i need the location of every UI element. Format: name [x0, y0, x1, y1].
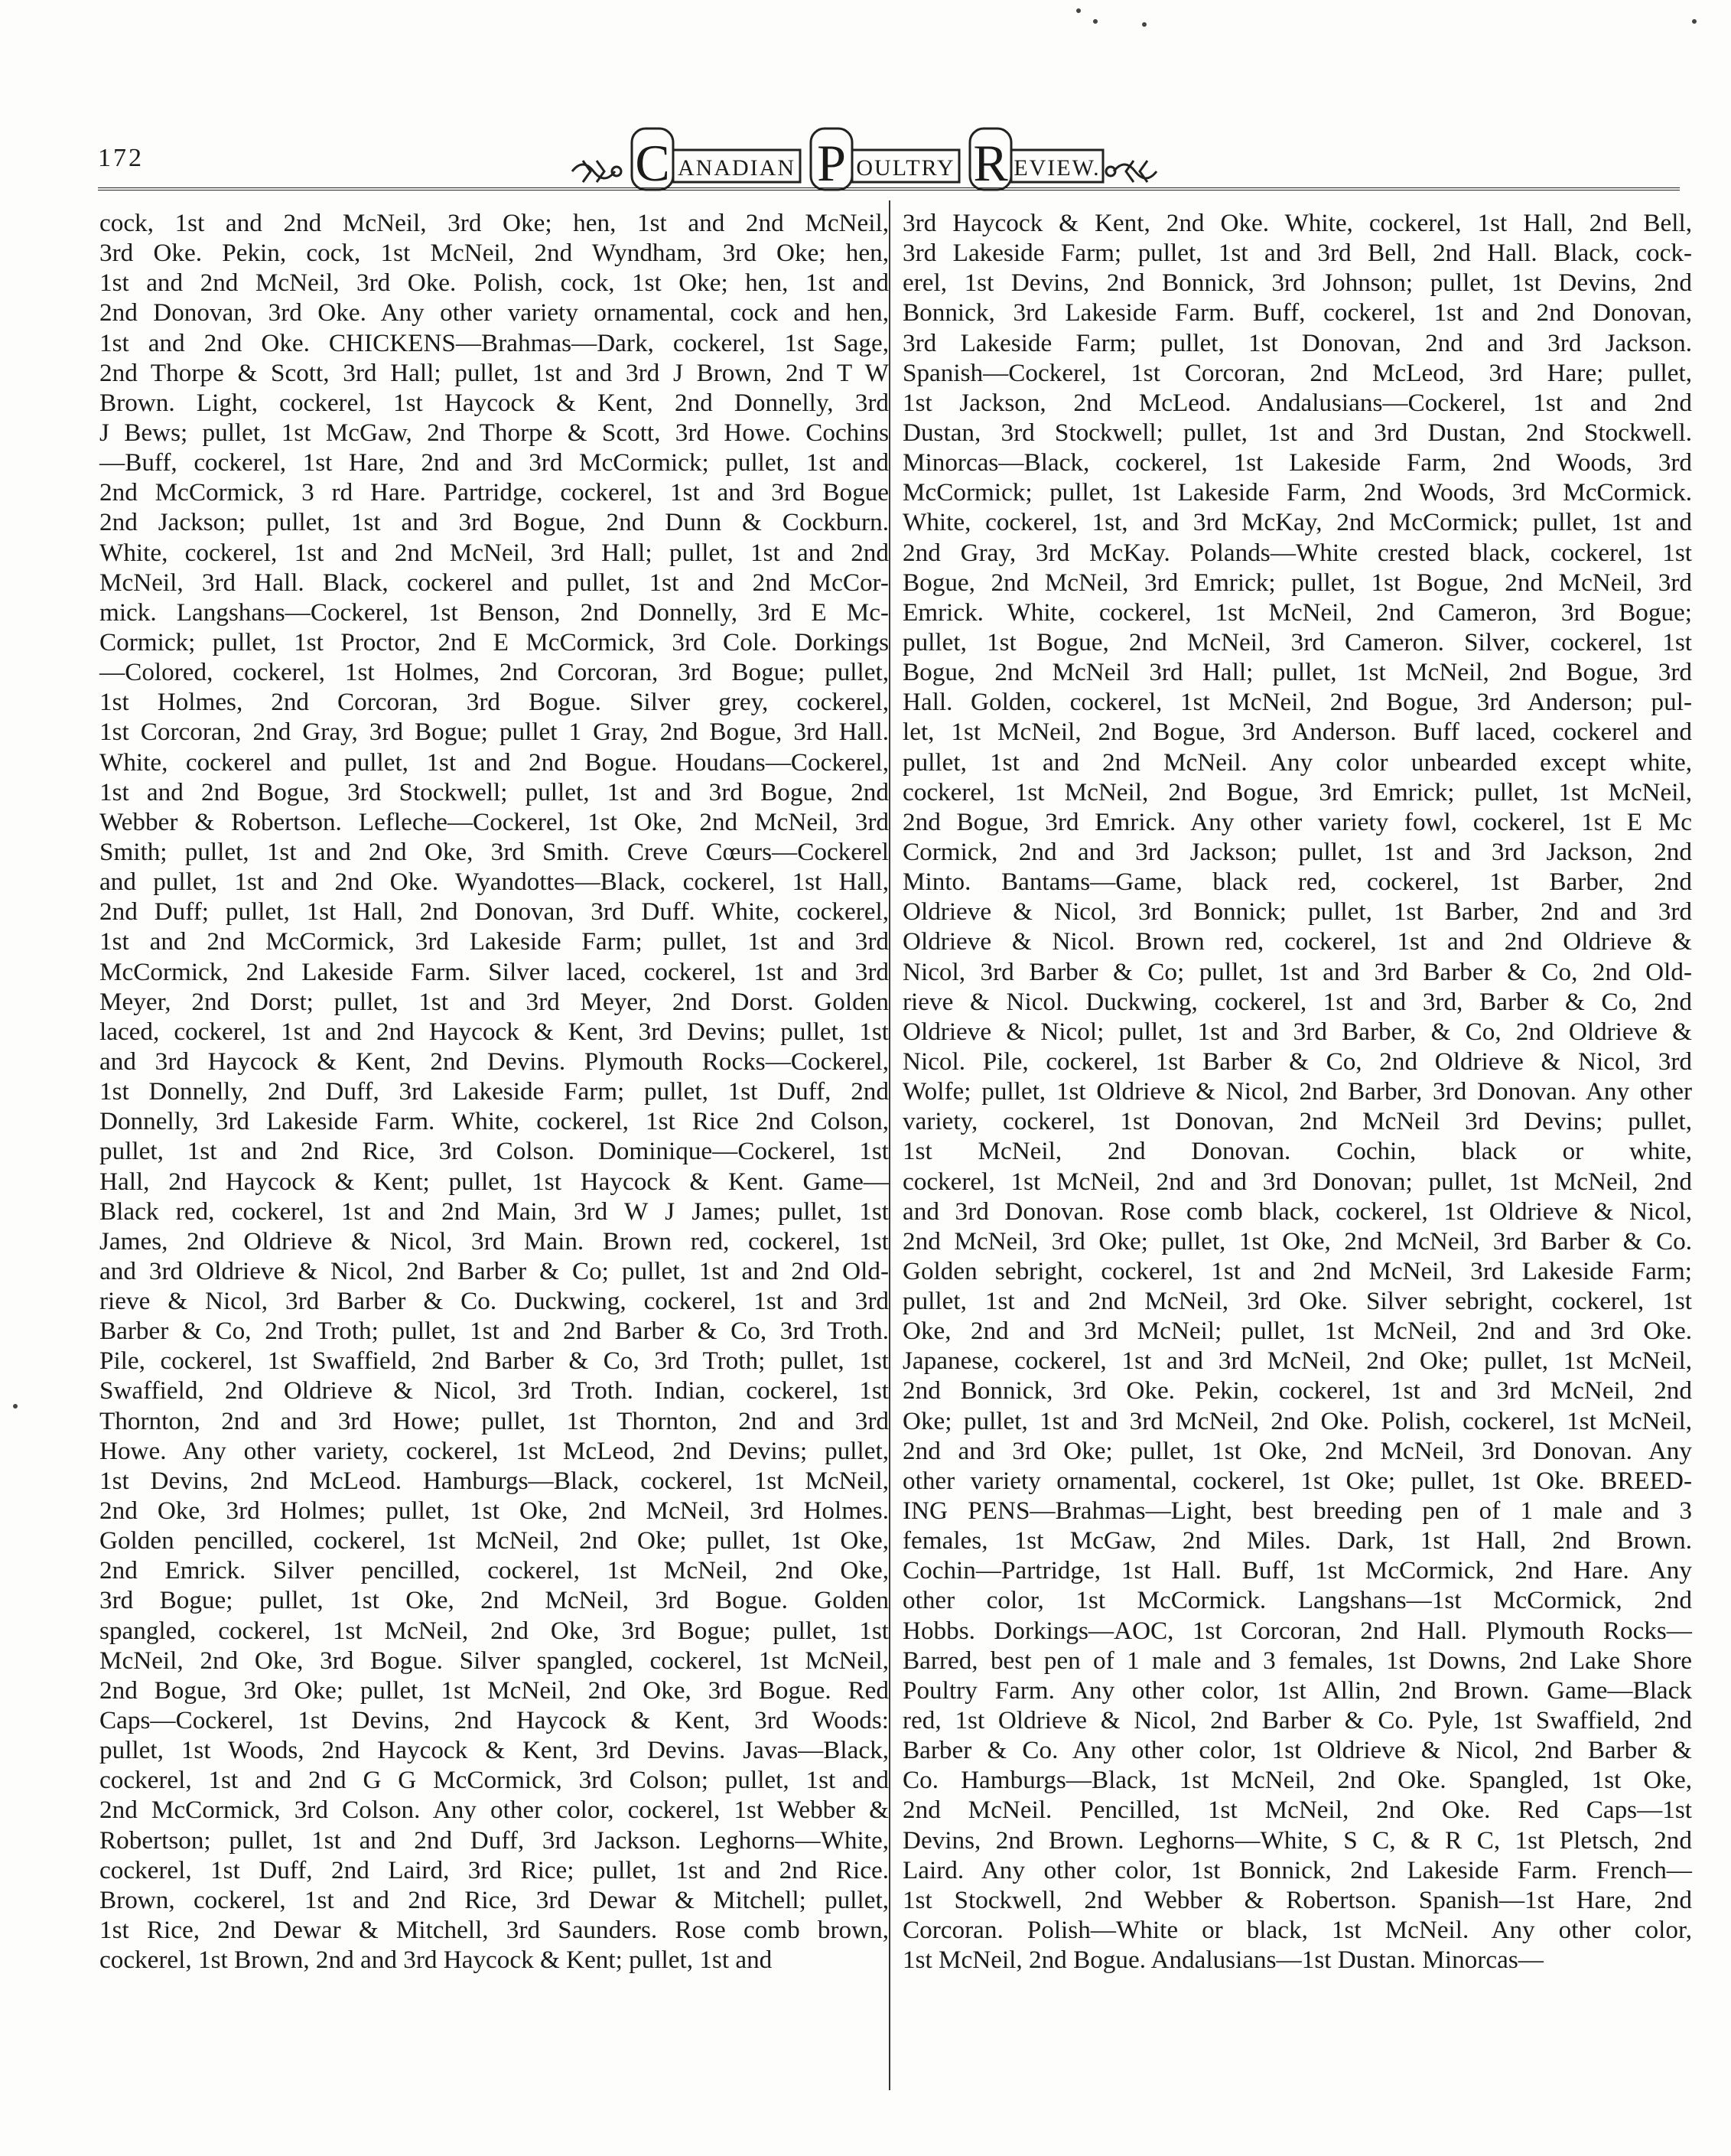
text-line: Spanish—Cockerel, 1st Corcoran, 2nd McLeod, 3rd Hare; pullet, — [903, 358, 1692, 387]
text-line: 2nd Bogue, 3rd Emrick. Any other variety fowl, cockerel, 1st E Mc — [903, 807, 1692, 836]
text-line: cockerel, 1st and 2nd G G McCormick, 3rd Colson; pullet, 1st and — [99, 1766, 889, 1795]
text-line: Dustan, 3rd Stockwell; pullet, 1st and 3rd Dustan, 2nd Stockwell. — [903, 418, 1692, 447]
text-line: Co. Hamburgs—Black, 1st McNeil, 2nd Oke. Spangled, 1st Oke, — [903, 1766, 1692, 1795]
text-line: 1st and 2nd McNeil, 3rd Oke. Polish, cock, 1st Oke; hen, 1st and — [99, 269, 889, 298]
text-line: McCormick; pullet, 1st Lakeside Farm, 2nd Woods, 3rd McCormick. — [903, 478, 1692, 507]
text-line: other variety ornamental, cockerel, 1st Oke; pullet, 1st Oke. BREED- — [903, 1466, 1692, 1495]
text-line: 1st and 2nd McCormick, 3rd Lakeside Farm; pullet, 1st and 3rd — [99, 927, 889, 956]
masthead-word-1: ANADIAN — [678, 155, 796, 181]
text-line: Nicol, 3rd Barber & Co; pullet, 1st and 3rd Barber & Co, 2nd Old- — [903, 957, 1692, 986]
text-line: Donnelly, 3rd Lakeside Farm. White, cockerel, 1st Rice 2nd Colson, — [99, 1107, 889, 1136]
page-number: 172 — [98, 144, 144, 172]
text-line: 2nd and 3rd Oke; pullet, 1st Oke, 2nd McNeil, 3rd Donovan. Any — [903, 1436, 1692, 1465]
text-line: 2nd Emrick. Silver pencilled, cockerel, 1st McNeil, 2nd Oke, — [99, 1556, 889, 1585]
text-line: rieve & Nicol. Duckwing, cockerel, 1st and 3rd, Barber & Co, 2nd — [903, 987, 1692, 1016]
text-line: 1st Holmes, 2nd Corcoran, 3rd Bogue. Silver grey, cockerel, — [99, 688, 889, 717]
text-line: and pullet, 1st and 2nd Oke. Wyandottes—Black, cockerel, 1st Hall, — [99, 868, 889, 897]
text-line: 1st McNeil, 2nd Donovan. Cochin, black or white, — [903, 1137, 1692, 1166]
text-line: other color, 1st McCormick. Langshans—1st McCormick, 2nd — [903, 1586, 1692, 1615]
text-line: 2nd Jackson; pullet, 1st and 3rd Bogue, 2nd Dunn & Cockburn. — [99, 508, 889, 537]
text-line: 2nd Oke, 3rd Holmes; pullet, 1st Oke, 2nd McNeil, 3rd Holmes. — [99, 1496, 889, 1526]
text-line: White, cockerel and pullet, 1st and 2nd Bogue. Houdans—Cockerel, — [99, 747, 889, 777]
text-line: J Bews; pullet, 1st McGaw, 2nd Thorpe & Scott, 3rd Howe. Cochins — [99, 418, 889, 447]
text-line: 2nd McNeil. Pencilled, 1st McNeil, 2nd Oke. Red Caps—1st — [903, 1796, 1692, 1825]
text-line: Japanese, cockerel, 1st and 3rd McNeil, 2nd Oke; pullet, 1st McNeil, — [903, 1347, 1692, 1376]
text-line: Minto. Bantams—Game, black red, cockerel, 1st Barber, 2nd — [903, 868, 1692, 897]
text-line: pullet, 1st and 2nd McNeil. Any color unbearded except white, — [903, 747, 1692, 777]
text-line: cockerel, 1st Duff, 2nd Laird, 3rd Rice; pullet, 1st and 2nd Rice. — [99, 1855, 889, 1884]
text-line: 2nd Bogue, 3rd Oke; pullet, 1st McNeil, 2nd Oke, 3rd Bogue. Red — [99, 1676, 889, 1705]
text-line: Swaffield, 2nd Oldrieve & Nicol, 3rd Troth. Indian, cockerel, 1st — [99, 1376, 889, 1405]
text-line: ING PENS—Brahmas—Light, best breeding pen of 1 male and 3 — [903, 1496, 1692, 1526]
text-line: James, 2nd Oldrieve & Nicol, 3rd Main. Brown red, cockerel, 1st — [99, 1226, 889, 1255]
text-line: 2nd Thorpe & Scott, 3rd Hall; pullet, 1st and 3rd J Brown, 2nd T W — [99, 358, 889, 387]
text-line: 3rd Bogue; pullet, 1st Oke, 2nd McNeil, 3rd Bogue. Golden — [99, 1586, 889, 1615]
text-line: 2nd McNeil, 3rd Oke; pullet, 1st Oke, 2nd McNeil, 3rd Barber & Co. — [903, 1226, 1692, 1255]
text-line: Barber & Co, 2nd Troth; pullet, 1st and 2nd Barber & Co, 3rd Troth. — [99, 1317, 889, 1346]
text-line: Oldrieve & Nicol. Brown red, cockerel, 1st and 2nd Oldrieve & — [903, 927, 1692, 956]
text-line: McNeil, 2nd Oke, 3rd Bogue. Silver spangled, cockerel, 1st McNeil, — [99, 1646, 889, 1675]
text-line: Brown. Light, cockerel, 1st Haycock & Kent, 2nd Donnelly, 3rd — [99, 388, 889, 417]
text-line: Oke, 2nd and 3rd McNeil; pullet, 1st McNeil, 2nd and 3rd Oke. — [903, 1317, 1692, 1346]
text-line: Bogue, 2nd McNeil, 3rd Emrick; pullet, 1st Bogue, 2nd McNeil, 3rd — [903, 568, 1692, 597]
text-line: Wolfe; pullet, 1st Oldrieve & Nicol, 2nd Barber, 3rd Donovan. Any other — [903, 1077, 1692, 1106]
text-line: and 3rd Donovan. Rose comb black, cockerel, 1st Oldrieve & Nicol, — [903, 1197, 1692, 1226]
text-line: Poultry Farm. Any other color, 1st Allin, 2nd Brown. Game—Black — [903, 1676, 1692, 1705]
text-line: 3rd Haycock & Kent, 2nd Oke. White, cockerel, 1st Hall, 2nd Bell, — [903, 209, 1692, 237]
text-line: Caps—Cockerel, 1st Devins, 2nd Haycock & Kent, 3rd Woods: — [99, 1706, 889, 1735]
text-line: Barred, best pen of 1 male and 3 females, 1st Downs, 2nd Lake Shore — [903, 1646, 1692, 1675]
text-line: Bonnick, 3rd Lakeside Farm. Buff, cockerel, 1st and 2nd Donovan, — [903, 298, 1692, 327]
text-line: Corcoran. Polish—White or black, 1st McNeil. Any other color, — [903, 1916, 1692, 1945]
text-line: Minorcas—Black, cockerel, 1st Lakeside Farm, 2nd Woods, 3rd — [903, 448, 1692, 477]
text-line: pullet, 1st Woods, 2nd Haycock & Kent, 3rd Devins. Javas—Black, — [99, 1736, 889, 1765]
text-line: 1st Devins, 2nd McLeod. Hamburgs—Black, cockerel, 1st McNeil, — [99, 1466, 889, 1495]
text-line: Emrick. White, cockerel, 1st McNeil, 2nd Cameron, 3rd Bogue; — [903, 598, 1692, 627]
text-line: Golden sebright, cockerel, 1st and 2nd McNeil, 3rd Lakeside Farm; — [903, 1256, 1692, 1285]
text-line: 3rd Oke. Pekin, cock, 1st McNeil, 2nd Wyndham, 3rd Oke; hen, — [99, 239, 889, 268]
text-line: 3rd Lakeside Farm; pullet, 1st and 3rd Bell, 2nd Hall. Black, cock- — [903, 239, 1692, 268]
masthead-initial-r: R — [973, 134, 1008, 192]
text-line: cockerel, 1st Brown, 2nd and 3rd Haycock & Kent; pullet, 1st and — [99, 1946, 773, 1975]
text-line: Laird. Any other color, 1st Bonnick, 2nd Lakeside Farm. French— — [903, 1855, 1692, 1884]
text-line: spangled, cockerel, 1st McNeil, 2nd Oke, 3rd Bogue; pullet, 1st — [99, 1616, 889, 1645]
text-line: variety, cockerel, 1st Donovan, 2nd McNeil 3rd Devins; pullet, — [903, 1107, 1692, 1136]
text-line: Devins, 2nd Brown. Leghorns—White, S C, & R C, 1st Pletsch, 2nd — [903, 1825, 1692, 1855]
masthead-initial-p: P — [817, 134, 846, 192]
text-line: 3rd Lakeside Farm; pullet, 1st Donovan, 2nd and 3rd Jackson. — [903, 328, 1692, 357]
text-line: cockerel, 1st McNeil, 2nd and 3rd Donovan; pullet, 1st McNeil, 2nd — [903, 1167, 1692, 1196]
text-line: 2nd McCormick, 3 rd Hare. Partridge, cockerel, 1st and 3rd Bogue — [99, 478, 889, 507]
text-line: 1st and 2nd Oke. CHICKENS—Brahmas—Dark, cockerel, 1st Sage, — [99, 328, 889, 357]
text-line: 1st Corcoran, 2nd Gray, 3rd Bogue; pullet 1 Gray, 2nd Bogue, 3rd Hall. — [99, 718, 889, 747]
text-line: 1st and 2nd Bogue, 3rd Stockwell; pullet, 1st and 3rd Bogue, 2nd — [99, 777, 889, 806]
text-line: 1st McNeil, 2nd Bogue. Andalusians—1st Dustan. Minorcas— — [903, 1946, 1544, 1975]
text-line: and 3rd Oldrieve & Nicol, 2nd Barber & Co; pullet, 1st and 2nd Old- — [99, 1256, 889, 1285]
text-line: 1st Jackson, 2nd McLeod. Andalusians—Cockerel, 1st and 2nd — [903, 388, 1692, 417]
text-line: Hall, 2nd Haycock & Kent; pullet, 1st Haycock & Kent. Game— — [99, 1167, 889, 1196]
text-line: McCormick, 2nd Lakeside Farm. Silver laced, cockerel, 1st and 3rd — [99, 957, 889, 986]
text-line: cockerel, 1st McNeil, 2nd Bogue, 3rd Emrick; pullet, 1st McNeil, — [903, 777, 1692, 806]
text-line: 1st Donnelly, 2nd Duff, 3rd Lakeside Farm; pullet, 1st Duff, 2nd — [99, 1077, 889, 1106]
text-line: Hall. Golden, cockerel, 1st McNeil, 2nd Bogue, 3rd Anderson; pul- — [903, 688, 1692, 717]
text-line: 2nd Duff; pullet, 1st Hall, 2nd Donovan, 3rd Duff. White, cockerel, — [99, 897, 889, 927]
text-line: White, cockerel, 1st, and 3rd McKay, 2nd McCormick; pullet, 1st and — [903, 508, 1692, 537]
text-line: Webber & Robertson. Lefleche—Cockerel, 1st Oke, 2nd McNeil, 3rd — [99, 807, 889, 836]
text-line: 1st Rice, 2nd Dewar & Mitchell, 3rd Saunders. Rose comb brown, — [99, 1916, 889, 1945]
text-line: mick. Langshans—Cockerel, 1st Benson, 2nd Donnelly, 3rd E Mc- — [99, 598, 889, 627]
text-line: 2nd McCormick, 3rd Colson. Any other color, cockerel, 1st Webber & — [99, 1796, 889, 1825]
text-line: Howe. Any other variety, cockerel, 1st McLeod, 2nd Devins; pullet, — [99, 1436, 889, 1465]
masthead-initial-c: C — [635, 134, 670, 192]
text-line: pullet, 1st Bogue, 2nd McNeil, 3rd Cameron. Silver, cockerel, 1st — [903, 627, 1692, 656]
text-line: pullet, 1st and 2nd McNeil, 3rd Oke. Silver sebright, cockerel, 1st — [903, 1287, 1692, 1316]
text-line: Nicol. Pile, cockerel, 1st Barber & Co, 2nd Oldrieve & Nicol, 3rd — [903, 1047, 1692, 1076]
text-line: 2nd Bonnick, 3rd Oke. Pekin, cockerel, 1st and 3rd McNeil, 2nd — [903, 1376, 1692, 1405]
text-line: Oldrieve & Nicol; pullet, 1st and 3rd Barber, & Co, 2nd Oldrieve & — [903, 1017, 1692, 1046]
text-line: Cormick, 2nd and 3rd Jackson; pullet, 1st and 3rd Jackson, 2nd — [903, 837, 1692, 866]
text-line: rieve & Nicol, 3rd Barber & Co. Duckwing, cockerel, 1st and 3rd — [99, 1287, 889, 1316]
text-line: erel, 1st Devins, 2nd Bonnick, 3rd Johnson; pullet, 1st Devins, 2nd — [903, 269, 1692, 298]
text-line: let, 1st McNeil, 2nd Bogue, 3rd Anderson. Buff laced, cockerel and — [903, 718, 1692, 747]
text-line: Oke; pullet, 1st and 3rd McNeil, 2nd Oke. Polish, cockerel, 1st McNeil, — [903, 1406, 1692, 1435]
text-line: Bogue, 2nd McNeil 3rd Hall; pullet, 1st McNeil, 2nd Bogue, 3rd — [903, 658, 1692, 687]
text-line: White, cockerel, 1st and 2nd McNeil, 3rd Hall; pullet, 1st and 2nd — [99, 538, 889, 567]
text-line: —Buff, cockerel, 1st Hare, 2nd and 3rd McCormick; pullet, 1st and — [99, 448, 889, 477]
text-line: Cochin—Partridge, 1st Hall. Buff, 1st McCormick, 2nd Hare. Any — [903, 1556, 1692, 1585]
text-line: 2nd Gray, 3rd McKay. Polands—White crested black, cockerel, 1st — [903, 538, 1692, 567]
text-line: females, 1st McGaw, 2nd Miles. Dark, 1st Hall, 2nd Brown. — [903, 1526, 1692, 1555]
masthead-word-3: EVIEW. — [1014, 155, 1101, 181]
text-line: Brown, cockerel, 1st and 2nd Rice, 3rd Dewar & Mitchell; pullet, — [99, 1885, 889, 1914]
text-line: Oldrieve & Nicol, 3rd Bonnick; pullet, 1st Barber, 2nd and 3rd — [903, 897, 1692, 927]
text-line: 1st Stockwell, 2nd Webber & Robertson. Spanish—1st Hare, 2nd — [903, 1885, 1692, 1914]
text-line: Meyer, 2nd Dorst; pullet, 1st and 3rd Meyer, 2nd Dorst. Golden — [99, 987, 889, 1016]
text-line: Thornton, 2nd and 3rd Howe; pullet, 1st Thornton, 2nd and 3rd — [99, 1406, 889, 1435]
masthead-word-2: OULTRY — [856, 155, 955, 181]
text-line: Pile, cockerel, 1st Swaffield, 2nd Barber & Co, 3rd Troth; pullet, 1st — [99, 1347, 889, 1376]
text-line: Barber & Co. Any other color, 1st Oldrieve & Nicol, 2nd Barber & — [903, 1736, 1692, 1765]
text-line: and 3rd Haycock & Kent, 2nd Devins. Plymouth Rocks—Cockerel, — [99, 1047, 889, 1076]
text-line: McNeil, 3rd Hall. Black, cockerel and pullet, 1st and 2nd McCor- — [99, 568, 889, 597]
text-line: 2nd Donovan, 3rd Oke. Any other variety ornamental, cock and hen, — [99, 298, 889, 327]
text-line: Robertson; pullet, 1st and 2nd Duff, 3rd Jackson. Leghorns—White, — [99, 1825, 889, 1855]
text-line: pullet, 1st and 2nd Rice, 3rd Colson. Dominique—Cockerel, 1st — [99, 1137, 889, 1166]
text-line: red, 1st Oldrieve & Nicol, 2nd Barber & Co. Pyle, 1st Swaffield, 2nd — [903, 1706, 1692, 1735]
text-line: Black red, cockerel, 1st and 2nd Main, 3rd W J James; pullet, 1st — [99, 1197, 889, 1226]
text-line: Hobbs. Dorkings—AOC, 1st Corcoran, 2nd Hall. Plymouth Rocks— — [903, 1616, 1692, 1645]
text-line: Smith; pullet, 1st and 2nd Oke, 3rd Smith. Creve Cœurs—Cockerel — [99, 837, 889, 866]
text-line: laced, cockerel, 1st and 2nd Haycock & Kent, 3rd Devins; pullet, 1st — [99, 1017, 889, 1046]
text-line: Golden pencilled, cockerel, 1st McNeil, 2nd Oke; pullet, 1st Oke, — [99, 1526, 889, 1555]
text-line: Cormick; pullet, 1st Proctor, 2nd E McCormick, 3rd Cole. Dorkings — [99, 627, 889, 656]
text-line: cock, 1st and 2nd McNeil, 3rd Oke; hen, 1st and 2nd McNeil, — [99, 209, 889, 237]
text-line: —Colored, cockerel, 1st Holmes, 2nd Corcoran, 3rd Bogue; pullet, — [99, 658, 889, 687]
